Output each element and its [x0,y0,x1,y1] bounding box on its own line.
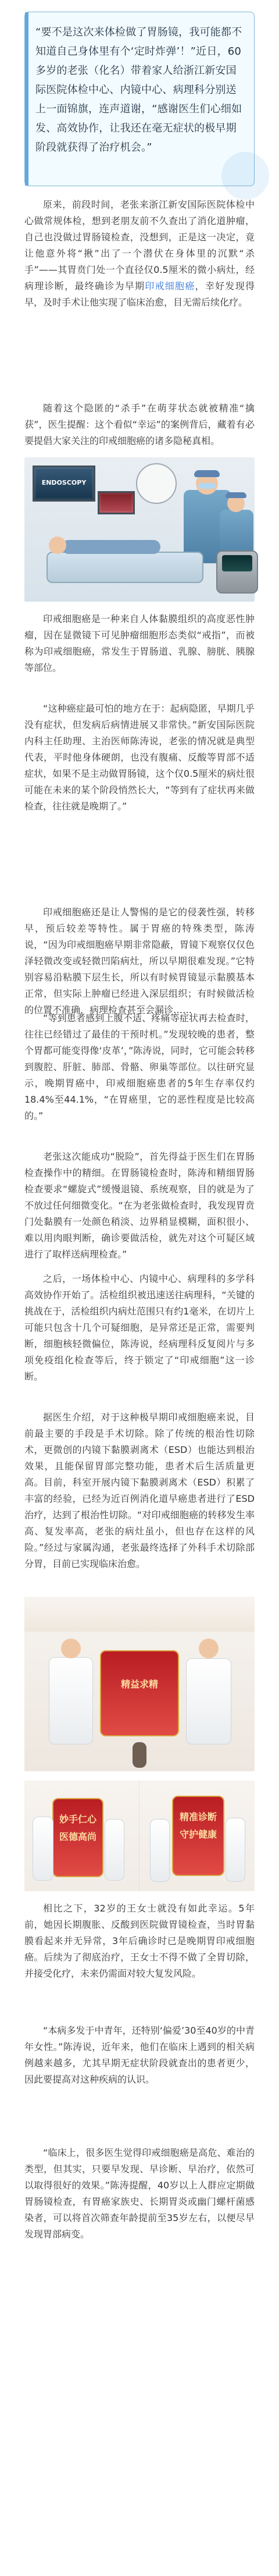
right-award-person-b [226,1818,245,1882]
paragraph-7: 老张这次能成功“脱险”，首先得益于医生们在胃肠检查操作中的精细。在胃肠镜检查时，陈涛和精细胃肠检查要求“螺旋式”缓慢退镜、系统观察，目的就是为了不放过任何细微变化。“在为老张做检查时，我发现胃贲门处黏膜有一处颜色稍淡、边界稍显模糊，面积很小、难以用肉眼判断，确诊要做活检，就先对这个可疑区域进行了取样送病理检查。” [24,1151,255,1260]
procedure-photo [24,457,255,602]
monitor-label: ENDOSCOPY [41,479,87,486]
intro-quote-card [24,12,255,186]
left-award-flag [52,1798,103,1877]
doctor-right-figure [186,1658,231,1744]
doctor-cap [194,470,220,477]
left-award-panel [24,1781,140,1891]
paragraph-12: “临床上，很多医生觉得印戒细胞癌是高危、难治的类型，但其实，只要早发现、早诊断、早治疗，依然可以取得很好的效果。”陈涛提醒，40岁以上人群应定期做胃肠镜检查，有胃癌家族史、长期胃炎或幽门螺杆菌感染者，可以将首次筛查年龄提前至35岁左右，以便尽早发现胃部病变。 [24,2147,255,2240]
highlight-keyword: 印戒细胞癌 [145,280,195,292]
paragraph-3: 印戒细胞癌是一种来自人体黏膜组织的高度恶性肿瘤，因在显微镜下可见肿瘤细胞形态类似“戒指”，而被称为印戒细胞癌，常发生于胃肠道、乳腺、膀胱、胰腺等部位。 [24,613,255,673]
procedure-scene [24,457,255,602]
paragraph-1-text-a: 原来，前段时间，老张来浙江新安国际医院体检中心做常规体检，想到老朋友前不久查出了消化道肿瘤，自己也没做过胃肠镜检查，没想到，正是这一决定，竟让他意外将“揪”出了一个潜伏在身体里的沉默“杀手”——其胃贲门处一个直径仅0.5厘米的微小病灶，经病理诊断，最终确诊为早期 [24,199,255,292]
person-leg-center [133,1742,146,1768]
right-award-line-2: 守护健康 [179,1829,217,1840]
right-award-flag [172,1796,224,1876]
patient-head [49,536,66,554]
monitor-icon [33,466,95,502]
intro-quote-text: “要不是这次来体检做了胃肠镜，我可能都不知道自己身体里有个‘定时炸弹’！”近日，60多岁的老张（化名）带着家人给浙江新安国际医院体检中心、内镜中心、病理科分别送上一面锦旗，连声道谢，“感谢医生们心细如发、高效协作，让我还在毫无症状的极早期阶段就获得了治疗机会。” [35,26,242,154]
right-award-person-a [150,1819,170,1882]
bottom-space [0,2275,279,2293]
ward-scene [24,1597,255,1771]
patient-bed [46,552,203,583]
award-scene-pair [24,1781,255,1891]
paragraph-2: 随着这个隐匿的“杀手”在萌芽状态就被精准“擒获”，医生提醒：这个看似“幸运”的案例背后，藏着有必要提倡大家关注的印戒细胞癌的诸多隐秘真相。 [24,403,255,446]
doctor-mask [198,483,216,489]
paragraph-6: “等到患者感到上腹不适、疼痛等症状再去检查时，往往已经错过了最佳的干预时机。”发现较晚的患者，整个胃都可能变得像‘皮革’，”陈涛说，同时，它可能会转移到腹腔、肝脏、肺部、骨骼、卵巢等部位。以往研究显示，晚期胃癌中，印戒细胞癌患者的5年生存率仅约18.4%至44.1%，“在胃癌里，它的恶性程度是比较高的。” [24,1012,255,1121]
left-award-line-2: 医德高尚 [59,1831,96,1842]
award-photo-pair [24,1781,255,1891]
doctor-right-head [199,1639,219,1658]
assistant-cap [226,492,246,498]
paragraph-11: “本病多发于中青年，还特别‘偏爱’30至40岁的中青年女性。”陈涛说，近年来，他们在临床上遇到的相关病例越来越多，尤其早期无症状阶段就查出的患者更少，因此要提高对这种疾病的认识。 [24,2025,255,2085]
doctor-left-figure [49,1657,93,1744]
award-banner-text: 精益求精 [120,1679,158,1690]
award-banner [100,1650,179,1736]
left-award-person-b [105,1819,124,1881]
paragraph-8: 之后，一场体检中心、内镜中心、病理科的多学科高效协作开始了。活检组织被迅速送往病理科，“关键的挑战在于，活检组织内病灶范围只有约1毫米，在切片上可能只包含十几个可疑细胞，是异常还是正常，需要判断，细胞核轻微偏位，陈涛说，经病理科反复阅片与多项免疫组化检查等后，终于锁定了“印戒细胞”这一诊断。 [24,1273,255,1382]
banner-photo [24,1597,255,1771]
equipment-screen [222,555,252,571]
paragraph-4: “这种癌症最可怕的地方在于：起病隐匿，早期几乎没有症状，但发病后病情进展又非常快。”新安国际医院内科主任助理、主治医师陈涛说，老张的情况就是典型代表，平时他身体硬朗，也没有腹痛、反酸等胃部不适症状，如果不是主动做胃肠镜，这个仅0.5厘米的病灶很可能在未来的某个阶段悄然长大，“等到有了症状再来做检查，往往就是晚期了。” [24,703,255,812]
paragraph-5: 印戒细胞癌还是让人警惕的是它的侵袭性强，转移早，预后较差等特性。属于胃癌的特殊类型，陈涛说，“因为印戒细胞癌早期非常隐蔽，胃镜下观察仅仅色泽轻微改变或轻微凹陷病灶，所以早期很难发现。”它特别容易沿粘膜下层生长，所以有时候胃镜显示黏膜基本正常，但实际上肿瘤已经进入深层组织；有时候做活检的位置不准确，病理检查甚至会漏诊…… [24,907,255,1015]
paragraph-1-text-c: ，幸好发现得早，及时手术让他实现了临床治愈，目无需后续化疗。 [24,280,255,308]
vital-monitor-icon [98,491,135,514]
paragraph-10: 相比之下，32岁的王女士就没有如此幸运。5年前，她因长期腹胀、反酸到医院做胃镜检查，当时胃黏膜看起来并无异常，3年后确诊时已是晚期胃印戒细胞癌。后续为了彻底治疗，王女士不得不做了全胃切除，并接受化疗，未来仍需面对较大复发风险。 [24,1903,255,1979]
left-award-line-1: 妙手仁心 [59,1814,96,1825]
ceiling-area [24,1597,255,1632]
right-award-panel [140,1781,255,1891]
doctor-left-head [61,1639,81,1658]
patient-figure [62,540,160,554]
article-body [0,197,279,2576]
left-award-person-a [33,1817,53,1881]
right-award-line-1: 精准诊断 [179,1811,217,1822]
paragraph-9: 据医生介绍，对于这种极早期印戒细胞癌来说，目前最主要的手段是手术切除。除了传统的根治性切除术，更微创的内镜下黏膜剥离术（ESD）也能达到根治效果，且能保留胃部完整功能，患者术后生活质量更高。目前，科室开展内镜下黏膜剥离术（ESD）积累了丰富的经验，已经为近百例消化道早癌患者进行了ESD治疗，达到了根治性切除。“对印戒细胞癌的转移发生率高、复发率高，老张的病灶虽小，但也存在这样的风险。”经过与家属沟通，老张最终选择了外科手术切除部分胃，目前已实现临床治愈。 [24,1412,255,1569]
paragraph-1 [0,197,279,392]
surgical-lamp-icon [136,463,177,504]
